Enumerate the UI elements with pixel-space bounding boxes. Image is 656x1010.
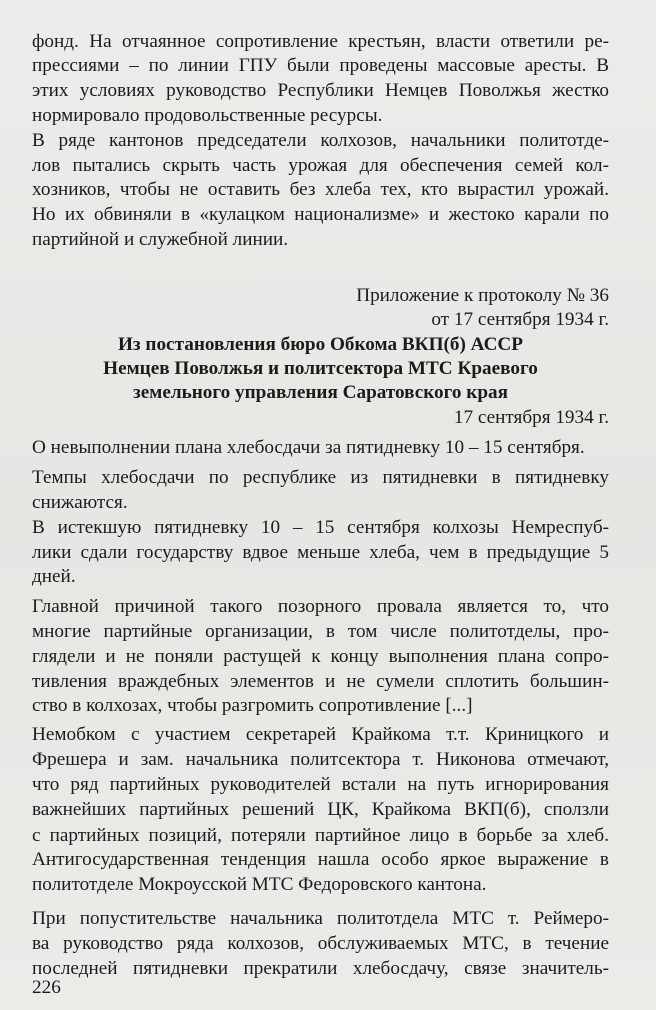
- text-line: Темпы хлебосдачи по республике из пятидневки в пятидневку: [32, 467, 609, 488]
- text-line: политотделе Мокроусской МТС Федоровского кантона.: [32, 874, 487, 895]
- text-line: снижаются.: [32, 492, 128, 513]
- text-line: последней пятидневки прекратили хлебосдачу, связе значитель-: [32, 958, 609, 979]
- text-line: ва руководство ряда колхозов, обслуживаемых МТС, в течение: [32, 933, 609, 954]
- text-line: хозников, чтобы не оставить без хлеба тех, кто вырастил урожай.: [32, 179, 609, 200]
- page-number: 226: [32, 977, 61, 998]
- text-line: лики сдали государству вдвое меньше хлеба, чем в предыдущие 5: [32, 542, 609, 563]
- text-line: При попустительстве начальника политотдела МТС т. Реймеро-: [32, 908, 609, 929]
- document-heading-line: Из постановления бюро Обкома ВКП(б) АССР: [117, 334, 524, 355]
- text-line: глядели и не поняли растущей к концу выполнения плана сопро-: [32, 646, 609, 667]
- text-line: Приложение к протоколу № 36: [356, 285, 609, 306]
- text-line: с партийных позиций, потеряли партийное лицо в борьбе за хлеб.: [32, 825, 609, 846]
- text-line: Немобком с участием секретарей Крайкома т.т. Криницкого и: [32, 724, 609, 745]
- text-line: В истекшую пятидневку 10 – 15 сентября колхозы Немреспуб-: [32, 517, 609, 538]
- text-line: лов пытались скрыть часть урожая для обеспечения семей кол-: [32, 155, 609, 176]
- text-line: многие партийные организации, в том числе политотделы, про-: [32, 621, 609, 642]
- text-line: прессиями – по линии ГПУ были проведены массовые аресты. В: [32, 55, 609, 76]
- text-line: О невыполнении плана хлебосдачи за пятидневку 10 – 15 сентября.: [32, 437, 585, 458]
- text-line: Но их обвиняли в «кулацком национализме» и жестоко карали по: [32, 204, 609, 225]
- text-line: нормировало продовольственные ресурсы.: [32, 105, 383, 126]
- text-line: тивления враждебных элементов и не сумели сплотить большин-: [32, 671, 609, 692]
- text-line: что ряд партийных руководителей встали на путь игнорирования: [32, 774, 609, 795]
- text-line: от 17 сентября 1934 г.: [431, 309, 609, 330]
- text-line: фонд. На отчаянное сопротивление крестьян, власти ответили ре-: [32, 31, 609, 52]
- text-line: 17 сентября 1934 г.: [453, 407, 609, 428]
- text-line: важнейших партийных решений ЦК, Крайкома ВКП(б), сползли: [32, 799, 609, 820]
- document-heading-line: Немцев Поволжья и политсектора МТС Краевого: [103, 358, 538, 379]
- text-line: Антигосударственная тенденция нашла особо яркое выражение в: [32, 849, 609, 870]
- text-line: партийной и служебной линии.: [32, 229, 289, 250]
- text-line: ство в колхозах, чтобы разгромить сопротивление [...]: [32, 695, 473, 716]
- text-line: В ряде кантонов председатели колхозов, начальники политотде-: [32, 130, 609, 151]
- text-line: этих условиях руководство Республики Немцев Поволжья жестко: [32, 80, 609, 101]
- text-line: дней.: [32, 566, 76, 587]
- text-line: Фрешера и зам. начальника политсектора т. Никонова отмечают,: [32, 749, 609, 770]
- document-heading-line: земельного управления Саратовского края: [133, 382, 508, 403]
- text-line: Главной причиной такого позорного провала является то, что: [32, 596, 609, 617]
